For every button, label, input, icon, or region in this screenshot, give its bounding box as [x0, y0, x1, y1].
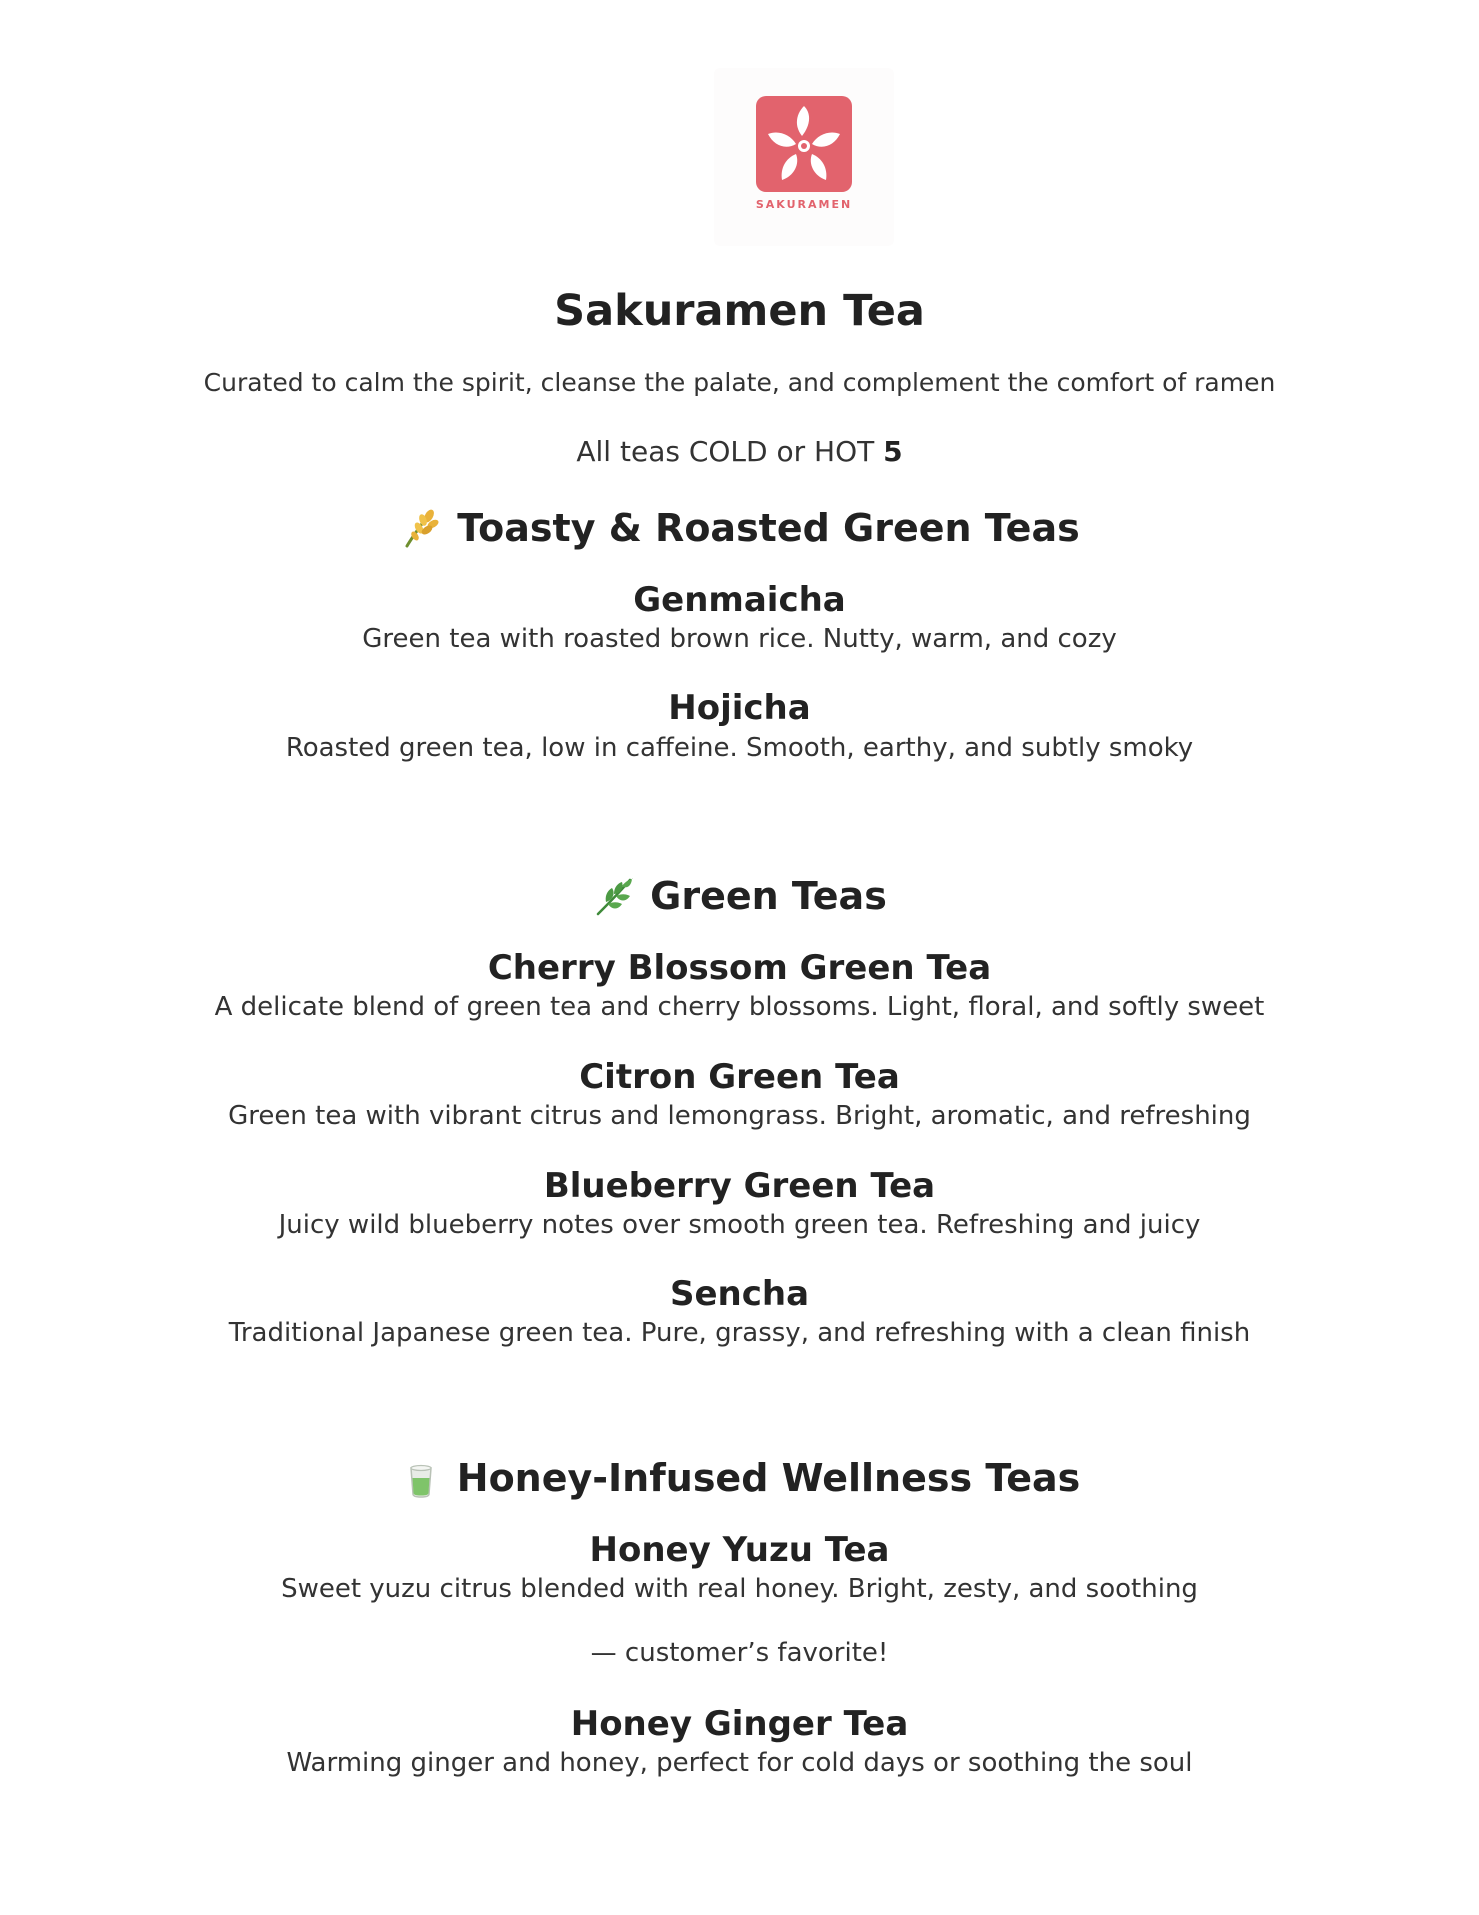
menu-item-name: Cherry Blossom Green Tea: [487, 948, 992, 988]
price-line: [0, 435, 1479, 468]
menu-item-description: Juicy wild blueberry notes over smooth green tea. Refreshing and juicy: [278, 1210, 1201, 1240]
rice-stalk-icon: [399, 506, 443, 550]
teacup-icon: [399, 1456, 443, 1500]
menu-item-description: A delicate blend of green tea and cherry blossoms. Light, floral, and softly sweet: [214, 992, 1265, 1022]
menu-item-description: Warming ginger and honey, perfect for cold days or soothing the soul: [286, 1748, 1193, 1778]
page-title: Sakuramen Tea: [554, 286, 925, 336]
favorite-note: — customer’s favorite!: [590, 1638, 889, 1668]
menu-item-description: Roasted green tea, low in caffeine. Smooth, earthy, and subtly smoky: [285, 733, 1194, 763]
menu-item-name: Genmaicha: [633, 580, 846, 620]
section-heading-honey: [0, 1452, 1479, 1504]
menu-item-name: Honey Yuzu Tea: [589, 1530, 890, 1570]
herb-leaf-icon: [592, 874, 636, 918]
section-heading-roasted: [0, 502, 1479, 554]
menu-item-name: Honey Ginger Tea: [570, 1704, 909, 1744]
price-label: All teas COLD or HOT: [576, 435, 875, 468]
brand-logo: [714, 68, 894, 246]
price-value: 5: [883, 435, 903, 468]
section-title: Toasty & Roasted Green Teas: [457, 506, 1080, 550]
menu-item-name: Sencha: [669, 1274, 810, 1314]
menu-item-name: Blueberry Green Tea: [543, 1166, 936, 1206]
section-heading-green: [0, 870, 1479, 922]
menu-item-description: Traditional Japanese green tea. Pure, grassy, and refreshing with a clean finish: [228, 1318, 1251, 1348]
menu-item-name: Citron Green Tea: [579, 1057, 900, 1097]
menu-item-description: Green tea with roasted brown rice. Nutty, warm, and cozy: [362, 624, 1117, 654]
brand-logo-text: SAKURAMEN: [755, 198, 853, 211]
menu-item-description: Green tea with vibrant citrus and lemongrass. Bright, aromatic, and refreshing: [228, 1101, 1251, 1131]
menu-item-name: Hojicha: [668, 688, 811, 728]
section-title: Honey-Infused Wellness Teas: [456, 1456, 1081, 1500]
section-title: Green Teas: [650, 874, 887, 918]
tagline: Curated to calm the spirit, cleanse the palate, and complement the comfort of ramen: [203, 368, 1276, 397]
menu-item-description: Sweet yuzu citrus blended with real honey. Bright, zesty, and soothing: [281, 1574, 1198, 1604]
sakura-flower-icon: [756, 96, 852, 192]
